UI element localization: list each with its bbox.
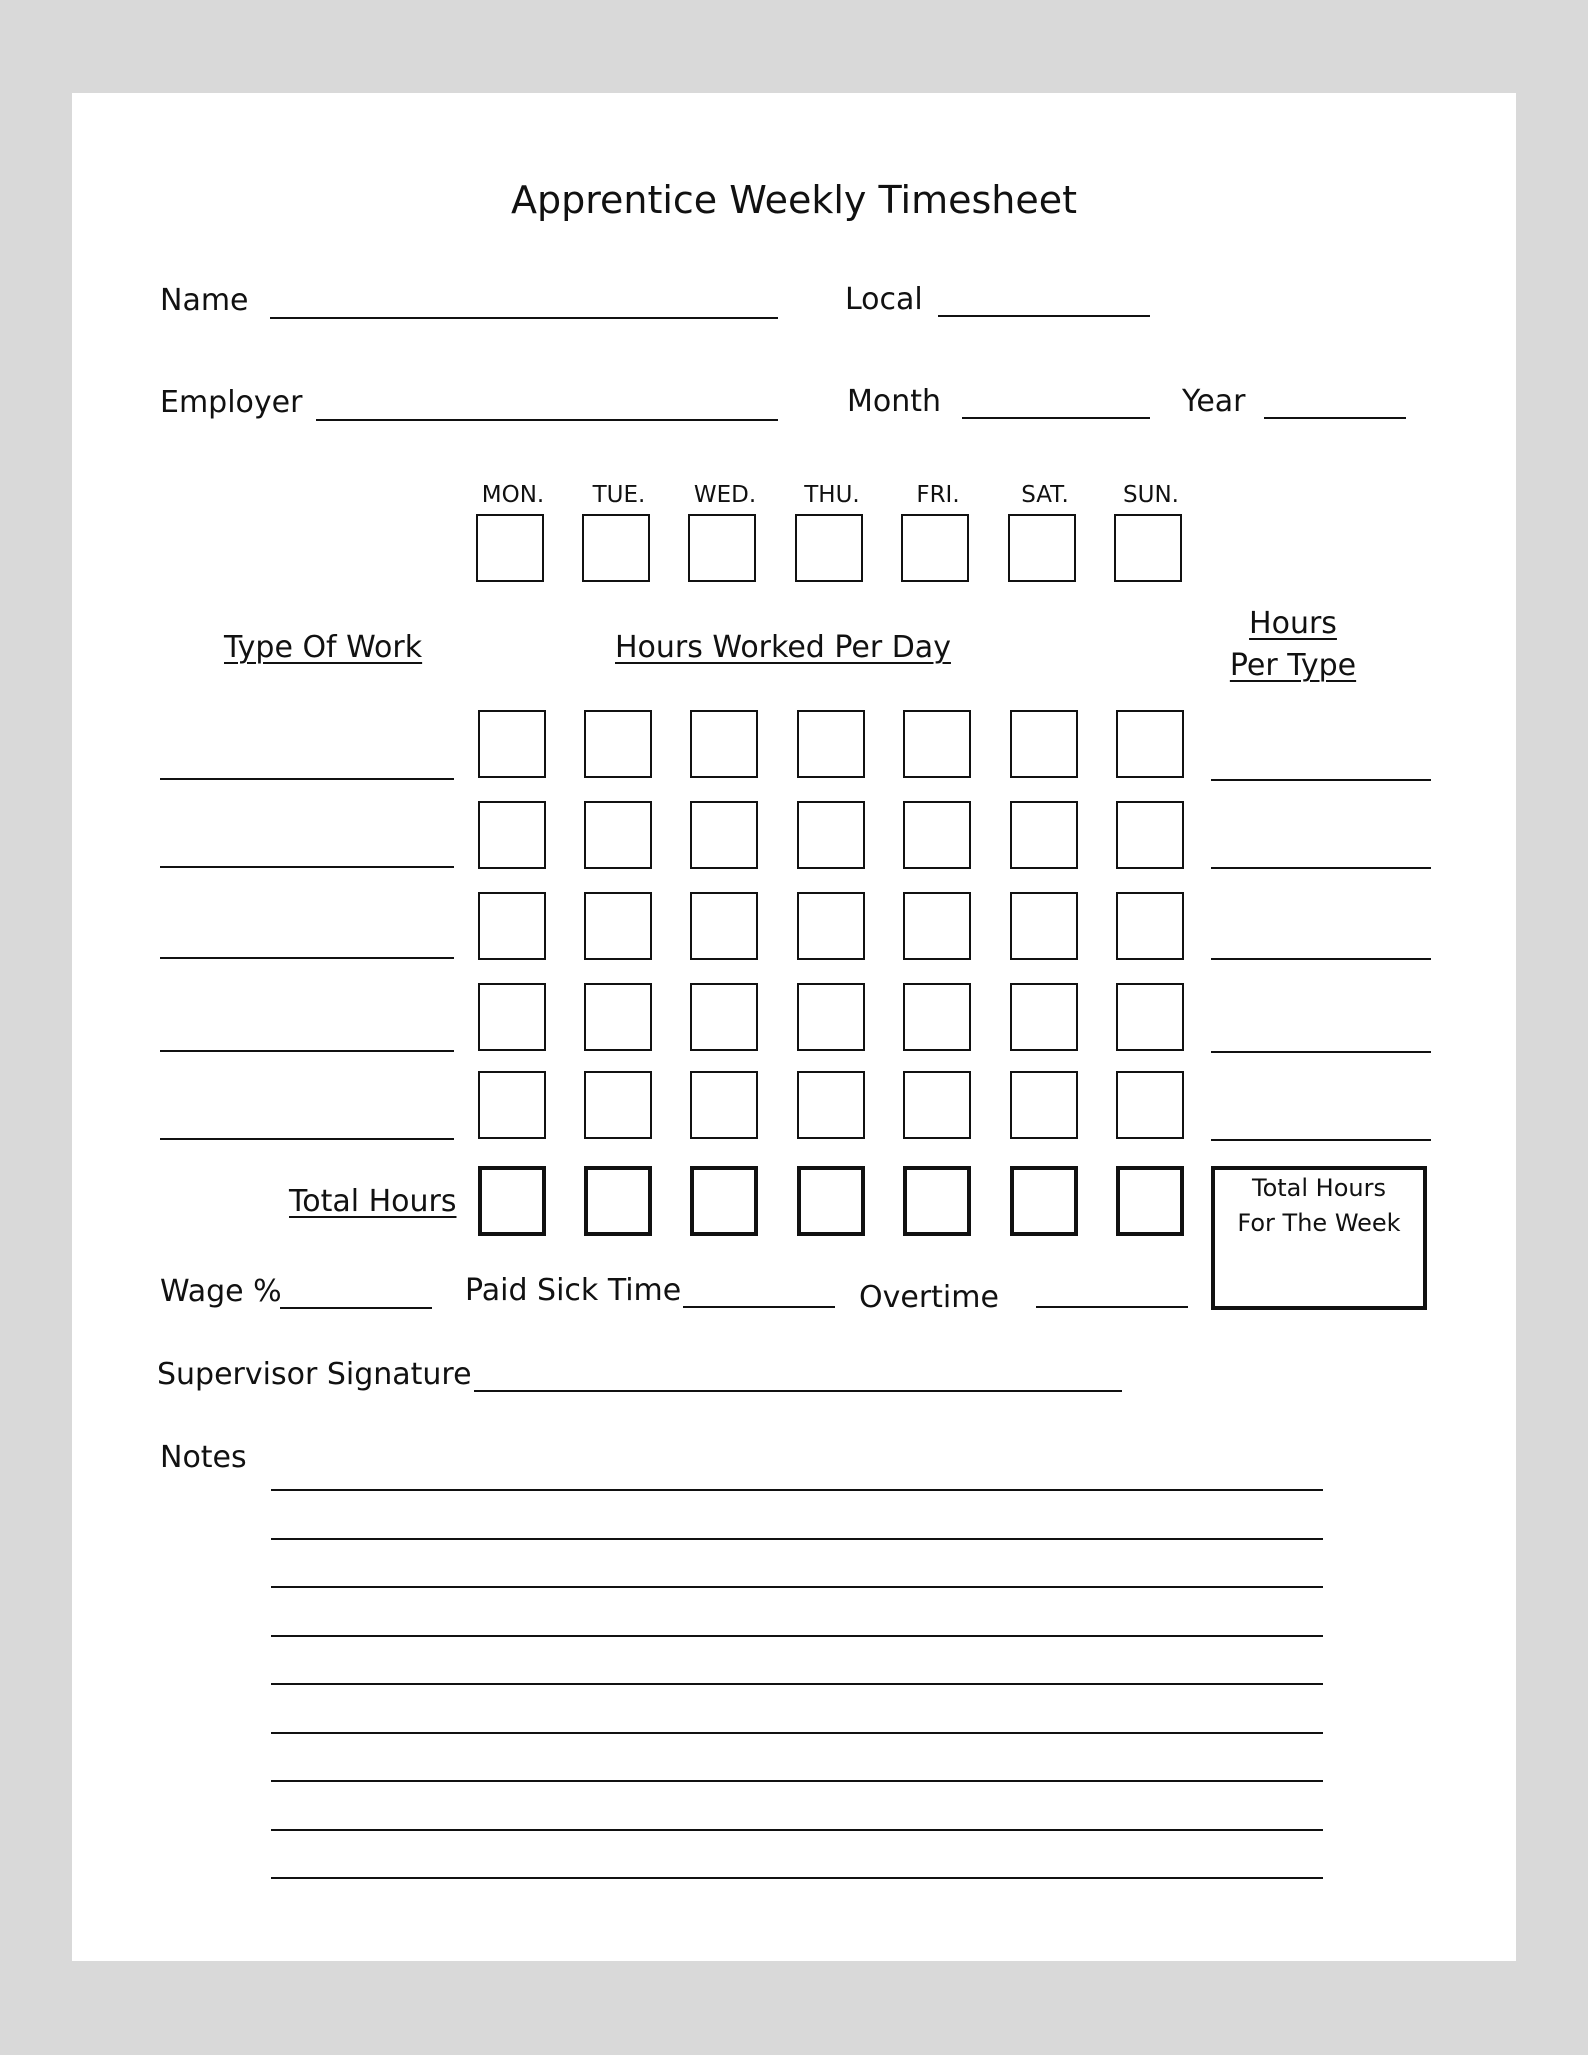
total-hours-cell-fri[interactable] — [903, 1166, 971, 1236]
overtime-field[interactable] — [1036, 1306, 1188, 1308]
day-header-mon: MON. — [481, 482, 545, 508]
type-of-work-header: Type Of Work — [224, 630, 423, 665]
total-hours-cell-thu[interactable] — [797, 1166, 865, 1236]
employer-field[interactable] — [316, 419, 778, 421]
hours-cell-wed[interactable] — [690, 710, 758, 778]
hours-cell-mon[interactable] — [478, 1071, 546, 1139]
date-box-sun[interactable] — [1114, 514, 1182, 582]
day-header-wed: WED. — [693, 482, 757, 508]
local-field[interactable] — [938, 315, 1150, 317]
type-of-work-field[interactable] — [160, 1050, 454, 1052]
name-field[interactable] — [270, 317, 778, 319]
hours-per-type-header-line1: Hours — [1249, 606, 1337, 641]
hours-cell-tue[interactable] — [584, 892, 652, 960]
day-header-fri: FRI. — [916, 482, 960, 508]
day-header-tue: TUE. — [592, 482, 646, 508]
hours-cell-sat[interactable] — [1010, 1071, 1078, 1139]
hours-cell-sun[interactable] — [1116, 801, 1184, 869]
hours-cell-sun[interactable] — [1116, 710, 1184, 778]
hours-cell-tue[interactable] — [584, 1071, 652, 1139]
total-hours-label: Total Hours — [289, 1184, 457, 1219]
hours-cell-thu[interactable] — [797, 710, 865, 778]
local-label: Local — [845, 282, 923, 317]
hours-cell-fri[interactable] — [903, 983, 971, 1051]
date-box-sat[interactable] — [1008, 514, 1076, 582]
hours-cell-mon[interactable] — [478, 983, 546, 1051]
notes-line[interactable] — [271, 1586, 1323, 1588]
name-label: Name — [160, 283, 249, 318]
type-of-work-field[interactable] — [160, 1138, 454, 1140]
hours-cell-fri[interactable] — [903, 1071, 971, 1139]
hours-cell-tue[interactable] — [584, 801, 652, 869]
date-box-thu[interactable] — [795, 514, 863, 582]
hours-cell-sun[interactable] — [1116, 892, 1184, 960]
supervisor-signature-field[interactable] — [474, 1390, 1122, 1392]
hours-per-type-header-line2: Per Type — [1229, 648, 1357, 683]
notes-line[interactable] — [271, 1829, 1323, 1831]
hours-per-type-field[interactable] — [1211, 779, 1431, 781]
notes-label: Notes — [160, 1440, 247, 1475]
day-header-sat: SAT. — [1021, 482, 1069, 508]
hours-cell-sat[interactable] — [1010, 892, 1078, 960]
notes-line[interactable] — [271, 1683, 1323, 1685]
paid-sick-time-field[interactable] — [683, 1306, 835, 1308]
hours-cell-wed[interactable] — [690, 801, 758, 869]
hours-per-type-field[interactable] — [1211, 1139, 1431, 1141]
timesheet-page — [72, 93, 1516, 1961]
wage-label: Wage % — [160, 1274, 282, 1309]
hours-per-type-field[interactable] — [1211, 958, 1431, 960]
type-of-work-field[interactable] — [160, 866, 454, 868]
hours-cell-thu[interactable] — [797, 892, 865, 960]
day-header-thu: THU. — [804, 482, 860, 508]
notes-line[interactable] — [271, 1538, 1323, 1540]
month-label: Month — [847, 384, 942, 419]
wage-field[interactable] — [280, 1307, 432, 1309]
type-of-work-field[interactable] — [160, 778, 454, 780]
total-hours-week-line1: Total Hours — [1252, 1174, 1386, 1202]
total-hours-cell-sun[interactable] — [1116, 1166, 1184, 1236]
notes-line[interactable] — [271, 1732, 1323, 1734]
hours-cell-thu[interactable] — [797, 983, 865, 1051]
hours-cell-mon[interactable] — [478, 710, 546, 778]
paid-sick-time-label: Paid Sick Time — [465, 1273, 682, 1308]
hours-cell-mon[interactable] — [478, 892, 546, 960]
type-of-work-field[interactable] — [160, 957, 454, 959]
hours-cell-tue[interactable] — [584, 710, 652, 778]
day-header-sun: SUN. — [1123, 482, 1179, 508]
hours-cell-sun[interactable] — [1116, 1071, 1184, 1139]
hours-cell-mon[interactable] — [478, 801, 546, 869]
date-box-fri[interactable] — [901, 514, 969, 582]
hours-cell-wed[interactable] — [690, 983, 758, 1051]
hours-cell-wed[interactable] — [690, 892, 758, 960]
hours-cell-sat[interactable] — [1010, 983, 1078, 1051]
notes-line[interactable] — [271, 1489, 1323, 1491]
date-box-mon[interactable] — [476, 514, 544, 582]
total-hours-cell-mon[interactable] — [478, 1166, 546, 1236]
notes-line[interactable] — [271, 1877, 1323, 1879]
total-hours-cell-tue[interactable] — [584, 1166, 652, 1236]
hours-cell-sat[interactable] — [1010, 801, 1078, 869]
total-hours-week-line2: For The Week — [1237, 1209, 1401, 1237]
hours-cell-sat[interactable] — [1010, 710, 1078, 778]
employer-label: Employer — [160, 385, 303, 420]
total-hours-week-box[interactable] — [1211, 1166, 1427, 1310]
hours-worked-per-day-header: Hours Worked Per Day — [615, 630, 951, 665]
hours-per-type-field[interactable] — [1211, 867, 1431, 869]
hours-cell-sun[interactable] — [1116, 983, 1184, 1051]
hours-cell-thu[interactable] — [797, 801, 865, 869]
date-box-wed[interactable] — [688, 514, 756, 582]
hours-cell-tue[interactable] — [584, 983, 652, 1051]
overtime-label: Overtime — [859, 1280, 999, 1315]
page-title: Apprentice Weekly Timesheet — [510, 178, 1078, 222]
hours-cell-thu[interactable] — [797, 1071, 865, 1139]
date-box-tue[interactable] — [582, 514, 650, 582]
year-label: Year — [1182, 384, 1246, 419]
total-hours-cell-wed[interactable] — [690, 1166, 758, 1236]
year-field[interactable] — [1264, 417, 1406, 419]
hours-cell-fri[interactable] — [903, 892, 971, 960]
hours-cell-fri[interactable] — [903, 710, 971, 778]
hours-cell-wed[interactable] — [690, 1071, 758, 1139]
total-hours-cell-sat[interactable] — [1010, 1166, 1078, 1236]
notes-line[interactable] — [271, 1635, 1323, 1637]
hours-cell-fri[interactable] — [903, 801, 971, 869]
notes-line[interactable] — [271, 1780, 1323, 1782]
hours-per-type-field[interactable] — [1211, 1051, 1431, 1053]
month-field[interactable] — [962, 417, 1150, 419]
supervisor-signature-label: Supervisor Signature — [157, 1357, 472, 1392]
